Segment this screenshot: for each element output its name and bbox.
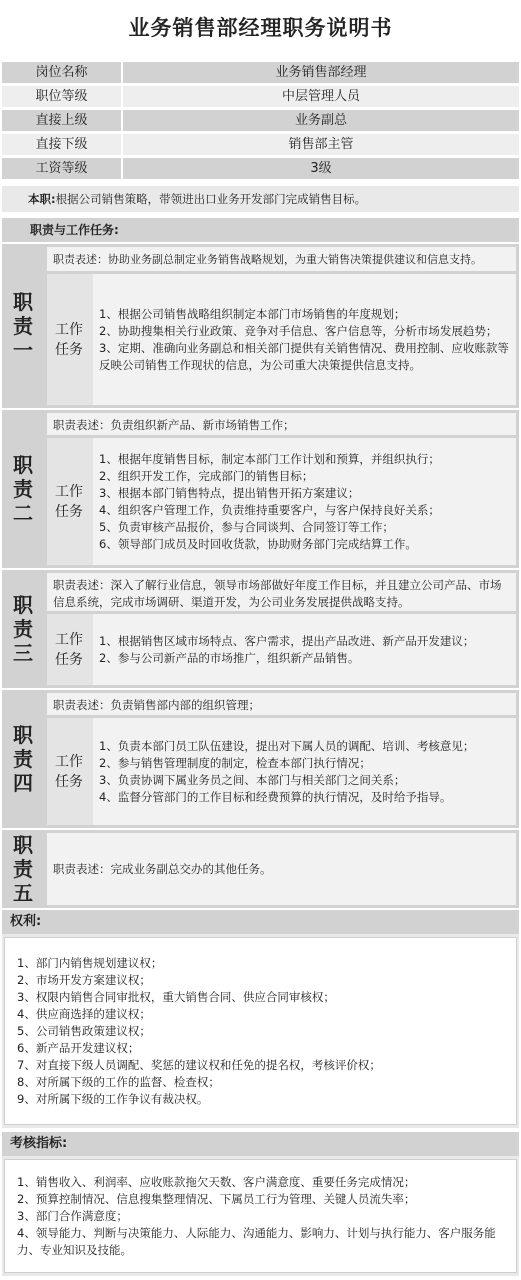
info-value: 业务销售部经理 (123, 62, 519, 83)
duty-description: 职责表述：协助业务副总制定业务销售战略规划，为重大销售决策提供建议和信息支持。 (47, 247, 516, 271)
info-row-level (2, 86, 519, 107)
duty-label: 职 责 四 (13, 723, 33, 795)
right-item: 8、对所属下级的工作的监督、检查权； (17, 1074, 220, 1089)
core-duty-row (2, 186, 519, 212)
info-key: 直接下级 (2, 134, 121, 155)
task-item: 1、根据年度销售目标，制定本部门工作计划和预算，并组织执行； (99, 451, 440, 466)
kpi-heading: 考核指标: (2, 1132, 519, 1156)
page-title: 业务销售部经理职务说明书 (128, 16, 393, 40)
task-list (93, 274, 516, 405)
task-item: 2、协助搜集相关行业政策、竞争对手信息、客户信息等，分析市场发展趋势； (99, 323, 498, 338)
task-box (47, 614, 516, 685)
info-key: 职位等级 (2, 86, 121, 107)
info-row-superior (2, 110, 519, 131)
kpi-item: 2、预算控制情况、信息搜集整理情况、下属员工行为管理、关键人员流失率； (17, 1191, 416, 1206)
task-item: 6、领导部门成员及时回收货款，协助财务部门完成结算工作。 (99, 536, 417, 551)
duty-block-1 (2, 244, 519, 408)
kpi-item: 3、部门合作满意度； (17, 1208, 128, 1223)
duty-label: 职 责 二 (13, 453, 33, 525)
task-item: 5、负责审核产品报价，参与合同谈判、合同签订等工作； (99, 519, 394, 534)
right-item: 9、对所属下级的工作争议有裁决权。 (17, 1091, 209, 1106)
task-item: 1、根据销售区域市场特点、客户需求，提出产品改进、新产品开发建议； (99, 633, 475, 648)
rights-heading: 权利: (2, 910, 519, 934)
task-label: 工作 任务 (55, 321, 83, 358)
info-row-salary-grade (2, 158, 519, 179)
duties-heading: 职责与工作任务: (2, 218, 519, 242)
task-box (47, 274, 516, 405)
task-list (93, 438, 516, 565)
task-item: 1、根据公司销售战略组织制定本部门市场销售的年度规划； (99, 306, 406, 321)
rights-list (4, 937, 517, 1125)
duty-block-2 (2, 410, 519, 568)
info-value: 中层管理人员 (123, 86, 519, 107)
info-row-position-name (2, 62, 519, 83)
task-label: 工作 任务 (55, 483, 83, 520)
duty-description: 职责表述：负责销售部内部的组织管理； (47, 693, 516, 715)
duty-label: 职 责 三 (13, 593, 33, 665)
task-item: 4、监督分管部门的工作目标和经费预算的执行情况，及时给予指导。 (99, 789, 452, 804)
right-item: 1、部门内销售规划建议权； (17, 955, 163, 970)
right-item: 6、新产品开发建议权； (17, 1040, 140, 1055)
info-value: 3级 (123, 158, 519, 179)
task-list (93, 718, 516, 825)
task-item: 2、参与公司新产品的市场推广，组织新产品销售。 (99, 650, 360, 665)
task-list (93, 614, 516, 685)
right-item: 7、对直接下级人员调配、奖惩的建议权和任免的提名权，考核评价权； (17, 1057, 381, 1072)
duty-description: 职责表述：负责组织新产品、新市场销售工作； (47, 413, 516, 435)
duty-label: 职 责 五 (13, 833, 33, 905)
core-duty-text: 根据公司销售策略，带领进出口业务开发部门完成销售目标。 (55, 192, 367, 206)
right-item: 2、市场开发方案建议权； (17, 972, 151, 987)
task-box (47, 718, 516, 825)
right-item: 3、权限内销售合同审批权，重大销售合同、供应合同审核权； (17, 989, 335, 1004)
task-label: 工作 任务 (55, 753, 83, 790)
info-key: 直接上级 (2, 110, 121, 131)
info-key: 岗位名称 (2, 62, 121, 83)
task-item: 2、组织开发工作，完成部门的销售目标； (99, 468, 314, 483)
task-item: 3、定期、准确向业务副总和相关部门提供有关销售情况、费用控制、应收账款等反映公司销售工作现状的信息，为公司重大决策提供信息支持。 (99, 340, 509, 372)
duty-block-4 (2, 690, 519, 828)
kpi-item: 4、领导能力、判断与决策能力、人际能力、沟通能力、影响力、计划与执行能力、客户服务能力、专业知识及技能。 (17, 1225, 496, 1257)
core-duty-label: 本职: (28, 192, 56, 206)
kpi-list (4, 1159, 517, 1273)
info-value: 销售部主管 (123, 134, 519, 155)
info-key: 工资等级 (2, 158, 121, 179)
info-row-subordinate (2, 134, 519, 155)
kpi-item: 1、销售收入、利润率、应收账款拖欠天数、客户满意度、重要任务完成情况； (17, 1174, 416, 1189)
duty-description: 职责表述：深入了解行业信息，领导市场部做好年度工作目标，并且建立公司产品、市场信息系统，完成市场调研、渠道开发，为公司业务发展提供战略支持。 (47, 573, 516, 611)
task-item: 2、参与销售管理制度的制定，检查本部门执行情况； (99, 755, 371, 770)
right-item: 4、供应商选择的建议权； (17, 1006, 151, 1021)
duty-block-5 (2, 830, 519, 908)
duty-description: 职责表述：完成业务副总交办的其他任务。 (47, 833, 516, 905)
task-box (47, 438, 516, 565)
task-label: 工作 任务 (55, 631, 83, 668)
duty-block-3 (2, 570, 519, 688)
duty-label: 职 责 一 (13, 290, 33, 362)
task-item: 1、负责本部门员工队伍建设，提出对下属人员的调配、培训、考核意见； (99, 738, 475, 753)
info-value: 业务副总 (123, 110, 519, 131)
task-item: 3、根据本部门销售特点，提出销售开拓方案建议； (99, 485, 360, 500)
task-item: 3、负责协调下属业务员之间、本部门与相关部门之间关系； (99, 772, 406, 787)
right-item: 5、公司销售政策建议权； (17, 1023, 151, 1038)
task-item: 4、组织客户管理工作，负责维持重要客户，与客户保持良好关系； (99, 502, 440, 517)
